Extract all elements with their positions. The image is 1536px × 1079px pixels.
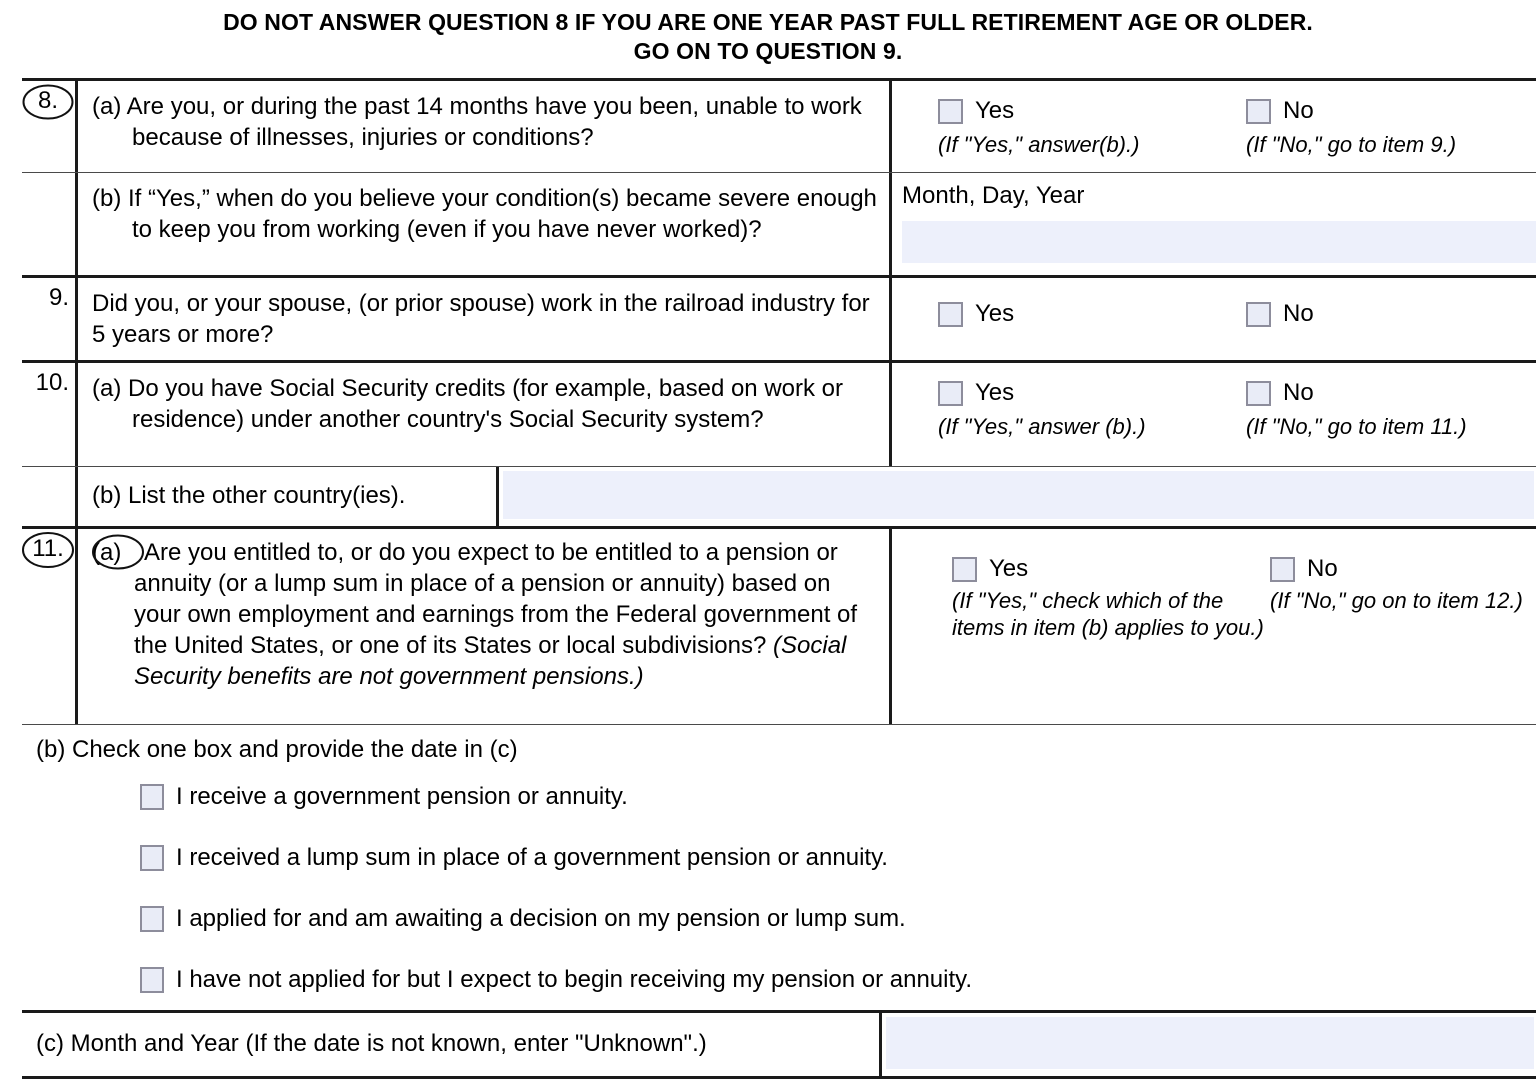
question-9-yesno-group [892, 278, 1536, 328]
question-10a-no-checkbox[interactable] [1246, 381, 1271, 406]
question-11a-no-label: No [1307, 555, 1338, 582]
question-10a-yes-label: Yes [975, 379, 1015, 406]
question-number-8-cell [22, 81, 78, 172]
question-9-text: Did you, or your spouse, (or prior spouse) work in the railroad industry for 5 years or more? [92, 290, 870, 348]
question-11a-no-option [1270, 555, 1536, 641]
question-10a-no-line [1246, 379, 1536, 407]
question-8a-yes-checkbox[interactable] [938, 99, 963, 124]
question-8a-text: (a) Are you, or during the past 14 months have you been, unable to work because of illnesses, injuries or conditions? [92, 93, 862, 151]
question-9-no-checkbox[interactable] [1246, 302, 1271, 327]
circled-number-8 [21, 83, 75, 121]
question-11a-body [92, 537, 879, 692]
table-row-10b [22, 467, 1536, 529]
table-row-8a [22, 81, 1536, 173]
question-10a-no-label: No [1283, 379, 1314, 406]
question-8a-yes-option [938, 97, 1246, 158]
question-10b-text: (b) List the other country(ies). [92, 482, 406, 509]
question-11b-checkbox-1[interactable] [140, 784, 164, 810]
question-10a-yes-hint: (If "Yes," answer (b).) [938, 414, 1146, 439]
question-11b-label-3: I applied for and am awaiting a decision on my pension or lump sum. [176, 905, 906, 932]
question-11b-label-4: I have not applied for but I expect to begin receiving my pension or annuity. [176, 966, 973, 993]
question-11b-option-4[interactable] [36, 966, 1536, 994]
question-8a-no-line [1246, 97, 1536, 125]
question-number-8b-gutter [22, 173, 78, 275]
question-11a-yes-hint: (If "Yes," check which of the items in item (b) applies to you.) [952, 588, 1264, 640]
question-number-9-cell [22, 278, 78, 360]
question-9-text-cell [78, 278, 892, 360]
question-11c-date-input[interactable] [886, 1017, 1534, 1069]
question-11a-yes-label: Yes [989, 555, 1029, 582]
question-8a-no-label: No [1283, 97, 1314, 124]
question-8b-date-input[interactable] [902, 221, 1536, 263]
question-10a-no-option [1246, 379, 1536, 440]
question-10a-yes-option [938, 379, 1246, 440]
question-8b-text-cell [78, 173, 892, 275]
page-title [0, 0, 1536, 66]
question-11a-text-italic: (Social Security benefits are not government pensions.) [134, 632, 847, 690]
question-11b-option-2[interactable] [36, 844, 1536, 872]
question-11a-no-checkbox[interactable] [1270, 557, 1295, 582]
question-number-11-cell [22, 529, 78, 724]
question-11a-marker: (a) [92, 539, 122, 566]
table-row-11c [22, 1013, 1536, 1079]
question-number-10-cell [22, 363, 78, 466]
question-11b-checkbox-3[interactable] [140, 906, 164, 932]
question-8a-no-checkbox[interactable] [1246, 99, 1271, 124]
question-11a-no-hint: (If "No," go on to item 12.) [1270, 588, 1523, 613]
question-11b-label-2: I received a lump sum in place of a government pension or annuity. [176, 844, 888, 871]
question-9-answer-cell [892, 278, 1536, 360]
table-row-8b [22, 173, 1536, 278]
questions-table [22, 78, 1536, 1079]
question-8a-yesno-group [892, 81, 1536, 158]
question-11b-checkbox-4[interactable] [140, 967, 164, 993]
question-number-8-label: 8. [37, 87, 58, 114]
question-9-yes-option [938, 300, 1246, 328]
question-10a-text: (a) Do you have Social Security credits (for example, based on work or residence) under another country's Social Security system? [92, 375, 843, 433]
circled-number-11 [21, 531, 75, 569]
question-10a-no-hint: (If "No," go to item 11.) [1246, 414, 1467, 439]
question-11a-answer-cell [892, 529, 1536, 724]
question-9-yes-label: Yes [975, 300, 1015, 327]
question-10b-country-input[interactable] [503, 471, 1534, 519]
question-8a-yes-label: Yes [975, 97, 1015, 124]
hand-drawn-ellipse-icon [90, 533, 146, 571]
question-11b-option-1[interactable] [36, 783, 1536, 811]
question-9-yes-line [938, 300, 1246, 328]
question-10b-text-cell [78, 467, 499, 526]
question-11c-text-cell [22, 1013, 882, 1076]
table-row-9 [22, 278, 1536, 363]
question-8a-yes-hint: (If "Yes," answer(b).) [938, 132, 1140, 157]
question-11b-wrapper [36, 735, 1536, 998]
question-8a-text-cell [78, 81, 892, 172]
question-10a-answer-cell [892, 363, 1536, 466]
question-number-9-label: 9. [48, 284, 69, 311]
question-8a-yes-line [938, 97, 1246, 125]
question-11b-option-3[interactable] [36, 905, 1536, 933]
question-8a-no-hint: (If "No," go to item 9.) [1246, 132, 1457, 157]
header-line-1: DO NOT ANSWER QUESTION 8 IF YOU ARE ONE YEAR PAST FULL RETIREMENT AGE OR OLDER. [223, 9, 1313, 35]
question-number-10-label: 10. [35, 369, 69, 396]
question-10a-yes-line [938, 379, 1246, 407]
question-9-no-line [1246, 300, 1536, 328]
question-11c-text: (c) Month and Year (If the date is not known, enter "Unknown".) [36, 1030, 707, 1057]
question-11a-yes-line [952, 555, 1270, 583]
question-8b-answer-cell [892, 173, 1536, 275]
table-row-11a [22, 529, 1536, 725]
question-8a-no-option [1246, 97, 1536, 158]
question-10a-yesno-group [892, 363, 1536, 440]
question-8b-text: (b) If “Yes,” when do you believe your condition(s) became severe enough to keep you from working (even if you have never worked)? [92, 185, 877, 243]
question-11a-no-line [1270, 555, 1536, 583]
question-10b-answer-cell [499, 467, 1536, 526]
table-row-11b [22, 725, 1536, 1013]
table-row-10a [22, 363, 1536, 467]
question-8b-date-label: Month, Day, Year [902, 182, 1085, 209]
question-8a-answer-cell [892, 81, 1536, 172]
header-line-2: GO ON TO QUESTION 9. [633, 38, 903, 64]
circled-marker-11a [92, 537, 144, 568]
question-11c-answer-cell [882, 1013, 1536, 1076]
question-11b-checkbox-2[interactable] [140, 845, 164, 871]
question-10a-text-cell [78, 363, 892, 466]
question-11b-label-1: I receive a government pension or annuity. [176, 783, 628, 810]
question-number-11-label: 11. [32, 535, 64, 562]
question-11b-lead: (b) Check one box and provide the date in (c) [36, 736, 518, 763]
question-11a-yes-option [952, 555, 1270, 641]
question-10a-yes-checkbox[interactable] [938, 381, 963, 406]
question-11a-text: Are you entitled to, or do you expect to be entitled to a pension or annuity (or a lump sum in place of a pension or annuity) based on your own employment and earnings from the Federal government of the United States, or one of its States or local subdivisions? [134, 539, 858, 659]
question-9-no-label: No [1283, 300, 1314, 327]
question-number-10b-gutter [22, 467, 78, 526]
question-11a-text-cell [78, 529, 892, 724]
question-11a-yesno-group [892, 529, 1536, 641]
question-9-no-option [1246, 300, 1536, 328]
question-11a-yes-checkbox[interactable] [952, 557, 977, 582]
question-9-yes-checkbox[interactable] [938, 302, 963, 327]
